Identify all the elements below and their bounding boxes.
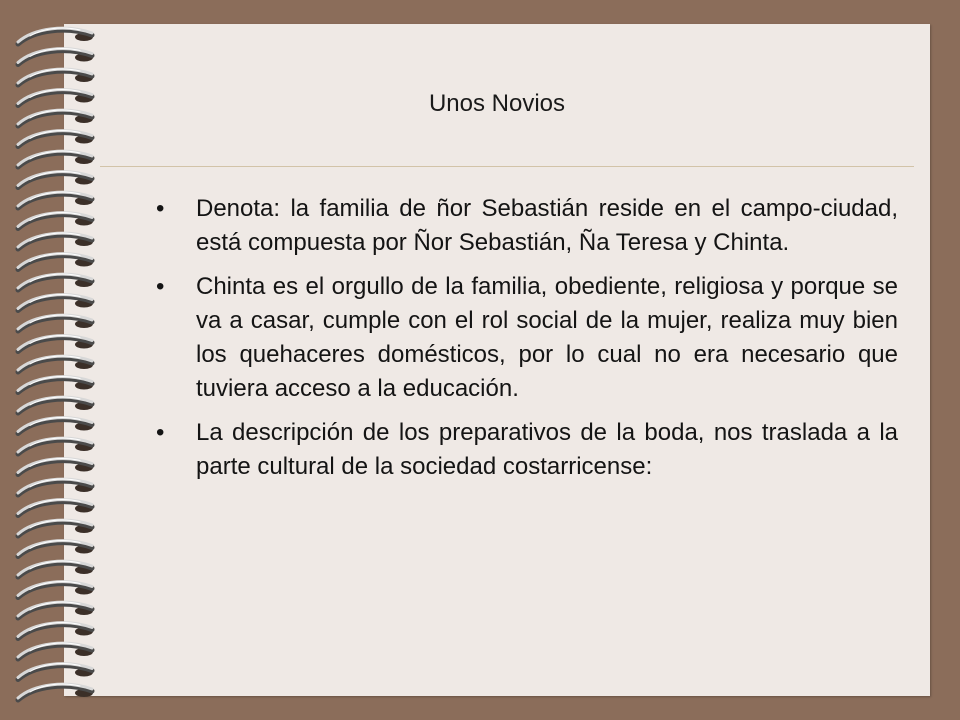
- spiral-coil: [18, 582, 93, 598]
- spiral-coil: [18, 643, 93, 659]
- spiral-coil: [18, 295, 93, 311]
- bullet-text: Chinta es el orgullo de la familia, obediente, religiosa y porque se va a casar, cumple con el rol social de la mujer, realiza muy bien los quehaceres domésticos, por lo cual no era necesario que tuviera acceso a la educación.: [196, 273, 898, 402]
- spiral-coil: [18, 69, 93, 85]
- spiral-coil: [18, 459, 93, 475]
- spiral-coil: [18, 336, 93, 352]
- spiral-coil: [18, 233, 93, 249]
- spiral-coil: [18, 49, 93, 65]
- spiral-coil: [18, 356, 93, 372]
- bullet-item-denota: [156, 192, 898, 260]
- spiral-coil: [18, 172, 93, 188]
- bullet-marker: •: [156, 273, 165, 300]
- spiral-coil: [18, 377, 93, 393]
- spiral-coil: [18, 500, 93, 516]
- title-divider: [100, 166, 914, 167]
- spiral-coil: [18, 684, 93, 700]
- spiral-coil: [18, 520, 93, 536]
- spiral-coil: [18, 28, 93, 44]
- spiral-coil: [18, 541, 93, 557]
- spiral-coil: [18, 315, 93, 331]
- bullet-text: Denota: la familia de ñor Sebastián reside en el campo-ciudad, está compuesta por Ñor Sebastián, Ña Teresa y Chinta.: [196, 195, 898, 256]
- spiral-coil: [18, 561, 93, 577]
- bullet-marker: •: [156, 419, 165, 446]
- bullet-item-boda: [156, 416, 898, 484]
- spiral-coil: [18, 213, 93, 229]
- spiral-coil: [18, 151, 93, 167]
- bullet-marker: •: [156, 195, 165, 222]
- spiral-coil: [18, 438, 93, 454]
- bullet-text: La descripción de los preparativos de la boda, nos traslada a la parte cultural de la sociedad costarricense:: [196, 419, 898, 480]
- spiral-coil: [18, 602, 93, 618]
- bullet-list: [156, 192, 898, 494]
- spiral-coil: [18, 274, 93, 290]
- spiral-coil: [18, 418, 93, 434]
- spiral-coil: [18, 254, 93, 270]
- spiral-coil: [18, 479, 93, 495]
- slide-title: Unos Novios: [428, 90, 566, 117]
- spiral-coil: [18, 192, 93, 208]
- bullet-item-chinta: [156, 270, 898, 406]
- spiral-coil: [18, 397, 93, 413]
- spiral-coil: [18, 623, 93, 639]
- spiral-coil: [18, 131, 93, 147]
- spiral-coil: [18, 664, 93, 680]
